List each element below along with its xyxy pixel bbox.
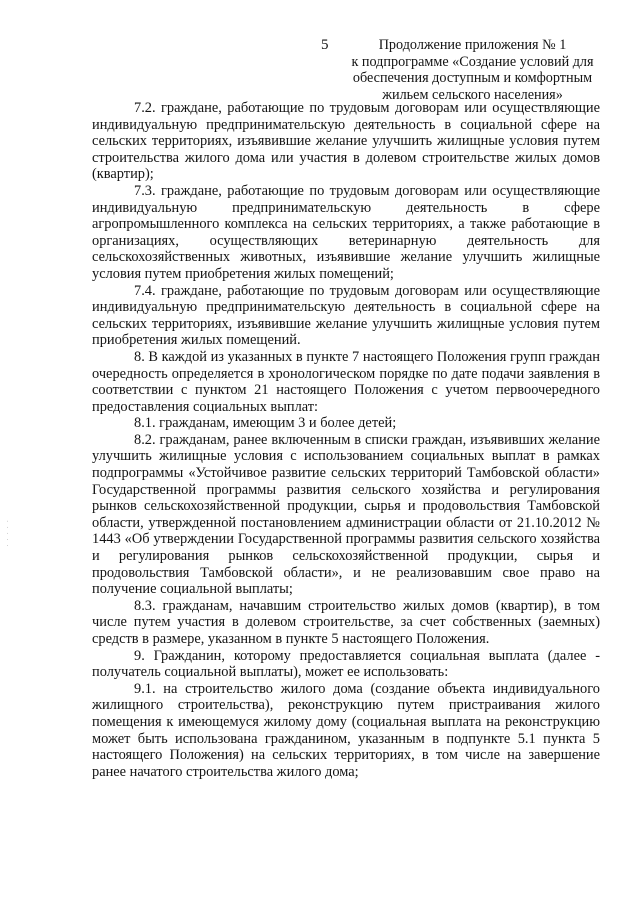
paragraph-7-4: 7.4. граждане, работающие по трудовым договорам или осуществляющие индивидуальную предпринимательскую деятельность в социальной сфере на сельских территориях, изъявившие желание улучшить жилищные условия путем приобретения жилых помещений. (92, 282, 600, 349)
paragraph-9-1: 9.1. на строительство жилого дома (создание объекта индивидуального жилищного строительства), реконструкцию путем пристраивания жилого помещения к имеющемуся жилому дому (социальная выплата на реконструкцию может быть использована гражданином, указанным в подпункте 5.1 пункта 5 настоящего Положения) на сельских территориях, в том числе на завершение ранее начатого строительства жилого дома; (92, 680, 600, 780)
header-line: к подпрограмме «Создание условий для (351, 53, 594, 70)
scan-margin-mark: · · · · · (3, 520, 11, 548)
appendix-header (335, 37, 610, 103)
paragraph-8: 8. В каждой из указанных в пункте 7 настоящего Положения групп граждан очередность определяется в хронологическом порядке по дате подачи заявления в соответствии с пунктом 21 настоящего Положения с учетом первоочередного предоставления социальных выплат: (92, 348, 600, 415)
paragraph-8-3: 8.3. гражданам, начавшим строительство жилых домов (квартир), в том числе путем участия в долевом строительстве, за счет собственных (заемных) средств в размере, указанном в пункте 5 настоящего Положения. (92, 597, 600, 647)
paragraph-8-2: 8.2. гражданам, ранее включенным в списки граждан, изъявивших желание улучшить жилищные условия с использованием социальных выплат в рамках подпрограммы «Устойчивое развитие сельских территорий Тамбовской области» Государственной программы развития сельского хозяйства и регулирования рынков сельскохозяйственной продукции, сырья и продовольствия Тамбовской области, утвержденной постановлением администрации области от 21.10.2012 № 1443 «Об утверждении Государственной программы развития сельского хозяйства и регулирования рынков сельскохозяйственной продукции, сырья и продовольствия Тамбовской области», и не реализовавшим свое право на получение социальной выплаты; (92, 431, 600, 598)
paragraph-7-2: 7.2. граждане, работающие по трудовым договорам или осуществляющие индивидуальную предпринимательскую деятельность в социальной сфере на сельских территориях, изъявившие желание улучшить жилищные условия путем строительства жилого дома или участия в долевом строительстве жилых домов (квартир); (92, 100, 600, 183)
header-line: Продолжение приложения № 1 (378, 37, 567, 53)
paragraph-9: 9. Гражданин, которому предоставляется социальная выплата (далее - получатель социальной выплаты), может ее использовать: (92, 647, 600, 681)
paragraph-8-1: 8.1. гражданам, имеющим 3 и более детей; (134, 415, 397, 432)
page-number: 5 (321, 37, 329, 53)
header-line: обеспечения доступным и комфортным (352, 70, 593, 86)
paragraph-7-3: 7.3. граждане, работающие по трудовым договорам или осуществляющие индивидуальную предпринимательскую деятельность в сфере агропромышленного комплекса на сельских территориях, а также работающие в организациях, осуществляющих ветеринарную деятельность для сельскохозяйственных животных, изъявившие желание улучшить жилищные условия путем приобретения жилых помещений; (92, 182, 600, 282)
document-body (92, 100, 600, 780)
header-line: жильем сельского населения» (382, 86, 563, 103)
